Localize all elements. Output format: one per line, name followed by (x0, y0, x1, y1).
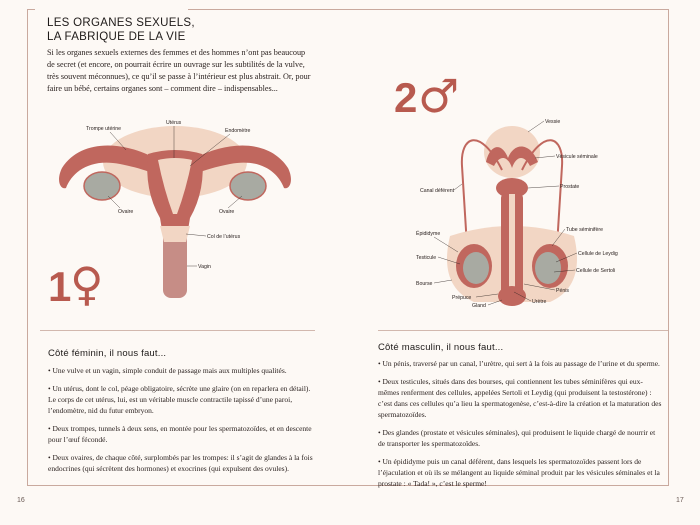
female-bullet: • Deux ovaires, de chaque côté, surplombés par les trompes: il s’agit de glandes à la fois endocrines (qui sécrètent des hormones) et exocrines (qui expulsent des ovules). (48, 453, 313, 473)
leader-bladder (528, 121, 544, 132)
cervix (160, 226, 190, 242)
testicle-right-inner (535, 252, 561, 284)
page-number-right: 17 (676, 497, 684, 504)
leader-scrotum (434, 280, 452, 283)
label-ovary-left: Ovaire (118, 209, 134, 215)
left-ovary (84, 172, 120, 200)
male-bullet: • Un épididyme puis un canal déférent, dans lesquels les spermatozoïdes passent lors de l’éjaculation et où ils se mélangent au liquide séminal produit par les vésicules séminales et la prostate : « Tada! », c’est le sperme! (378, 457, 660, 488)
leader-ovary-right (228, 196, 242, 208)
female-bullet: • Deux trompes, tunnels à deux sens, en montée pour les spermatozoïdes, et en descente pour l’œuf fécondé. (48, 424, 312, 444)
label-cervix: Col de l’utérus (207, 234, 241, 240)
label-scrotum: Bourse (416, 281, 433, 287)
right-ovary (230, 172, 266, 200)
label-bladder: Vessie (545, 119, 561, 125)
divider-right (378, 330, 668, 331)
label-vas-deferens: Canal déférent (420, 188, 455, 194)
male-section-title: Côté masculin, il nous faut... (378, 342, 504, 353)
label-endometrium: Endomètre (225, 128, 251, 134)
label-tube: Trompe utérine (86, 126, 121, 132)
female-section-title: Côté féminin, il nous faut... (48, 348, 167, 359)
label-seminiferous-tube: Tube séminifère (566, 227, 604, 233)
leader-vas-deferens (454, 184, 462, 190)
label-prostate: Prostate (560, 184, 580, 190)
female-anatomy-diagram (40, 110, 300, 310)
label-testicle: Testicule (416, 255, 437, 261)
label-seminal-vesicle: Vésicule séminale (556, 154, 598, 160)
female-bullet: • Un utérus, dont le col, péage obligatoire, sécrète une glaire (on en reparlera en détail). Le corps de cet utérus, lui, est un véritable muscle contractile tapissé d’une paroi, l’endomètre, nid du futur embryon. (48, 384, 311, 415)
label-vagina: Vagin (198, 264, 211, 270)
label-leydig: Cellule de Leydig (578, 251, 618, 257)
female-symbol: ♀ (70, 257, 104, 310)
leader-ovary-left (108, 196, 120, 208)
divider-left (40, 330, 315, 331)
male-bullet: • Des glandes (prostate et vésicules séminales), qui produisent le liquide chargé de nourrir et de transporter les spermatozoïdes. (378, 428, 656, 448)
female-bullet-list (48, 365, 316, 481)
male-bullet: • Un pénis, traversé par un canal, l’urètre, qui sert à la fois au passage de l’urine et du sperme. (378, 359, 660, 368)
female-bullet: • Une vulve et un vagin, simple conduit de passage mais aux multiples qualités. (48, 366, 287, 375)
label-ovary-right: Ovaire (219, 209, 235, 215)
male-number: 2 (394, 74, 418, 121)
leader-cervix (186, 234, 206, 236)
female-number: 1 (48, 263, 72, 310)
label-sertoli: Cellule de Sertoli (576, 268, 616, 274)
label-uterus: Utérus (166, 120, 182, 126)
male-anatomy-diagram (390, 66, 650, 316)
male-symbol: ♂ (418, 69, 460, 123)
leader-prostate (528, 186, 559, 188)
page-title (47, 16, 247, 44)
intro-paragraph: Si les organes sexuels externes des femmes et des hommes n’ont pas beaucoup de secret (et encore, on pourrait écrire un ouvrage sur les subtilités de la vulve, très souvent méconnues), ce qu’il se passe à l’intérieur est plus abstrait. Or, pour faire un bébé, certains organes sont – comment dire – indispensables... (47, 48, 311, 93)
title-line-2: LA FABRIQUE DE LA VIE (47, 31, 186, 43)
label-urethra: Urètre (532, 299, 547, 305)
frame-top-right (188, 9, 668, 10)
testicle-left-inner (463, 252, 489, 284)
label-penis: Pénis (556, 288, 569, 294)
male-bullet-list (378, 358, 663, 496)
page-number-left: 16 (17, 497, 25, 504)
label-glans: Gland (472, 303, 486, 309)
label-epididymis: Épididyme (416, 231, 441, 237)
male-bullet: • Deux testicules, situés dans des bourses, qui contiennent les tubes séminifères qui eux-mêmes renferment des cellules, appelées Sertoli et Leydig (qui produisent la testostérone) : c’est dans ces cellules qu’a lieu la spermatogenèse, c’est-à-dire la création et la maturation des spermatozoïdes. (378, 377, 662, 419)
frame-top-left (27, 9, 35, 10)
label-prepuce: Prépuce (452, 295, 472, 301)
title-line-1: LES ORGANES SEXUELS, (47, 17, 195, 29)
